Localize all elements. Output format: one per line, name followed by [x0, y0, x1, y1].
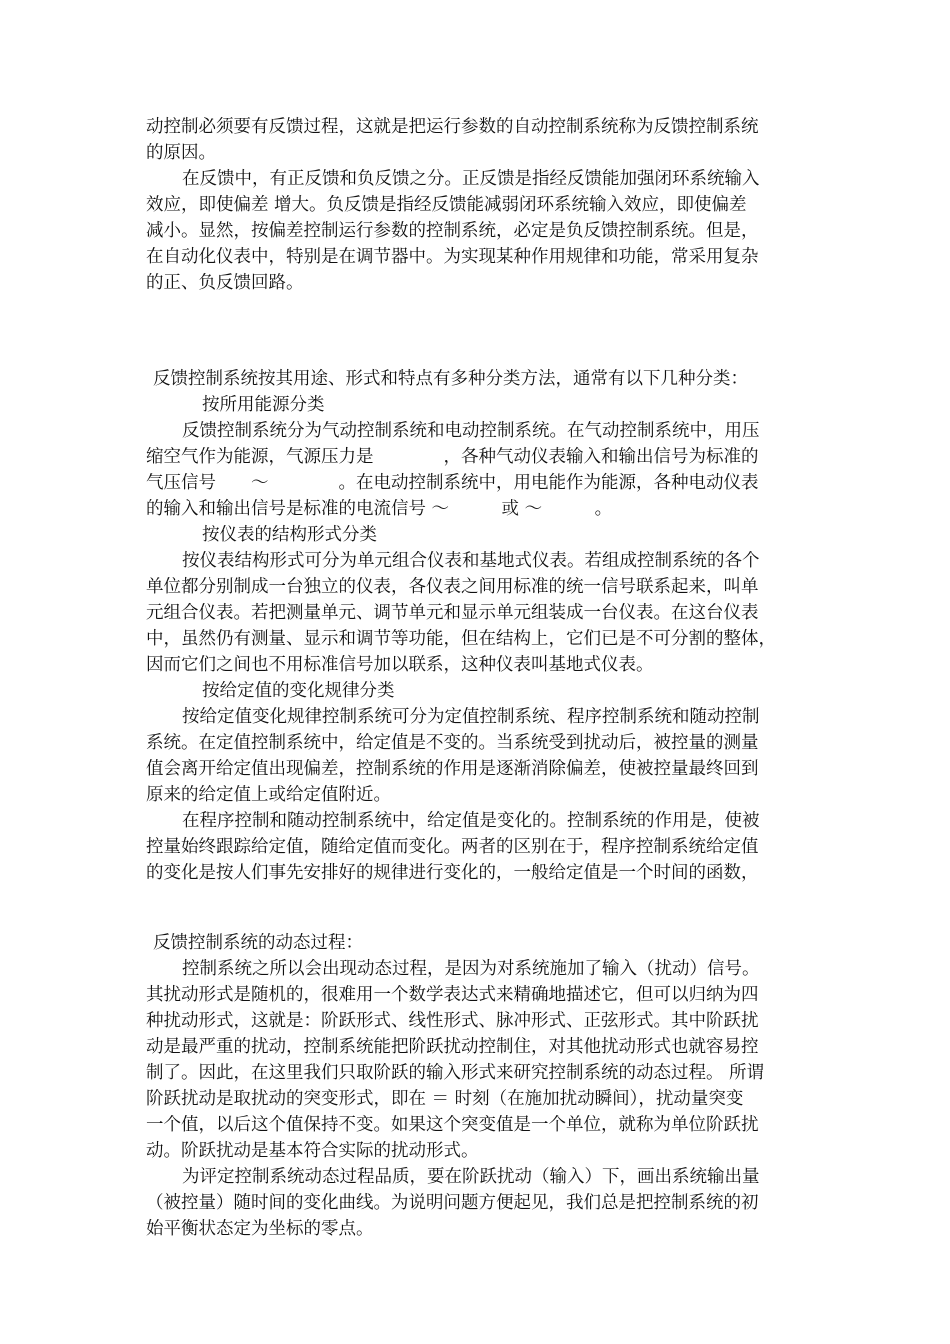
paragraph-line: 气压信号 ～ 。在电动控制系统中，用电能作为能源，各种电动仪表: [146, 473, 759, 493]
paragraph-line: 在程序控制和随动控制系统中，给定值是变化的。控制系统的作用是，使被: [182, 811, 760, 831]
paragraph-line: 控量始终跟踪给定值，随给定值而变化。两者的区别在于，程序控制系统给定值: [146, 837, 759, 857]
paragraph-line: 按仪表结构形式可分为单元组合仪表和基地式仪表。若组成控制系统的各个: [182, 551, 760, 571]
paragraph-line: 其扰动形式是随机的，很难用一个数学表达式来精确地描述它，但可以归纳为四: [146, 985, 759, 1005]
subheading-energy: 按所用能源分类: [202, 395, 325, 415]
subheading-setpoint: 按给定值的变化规律分类: [202, 681, 395, 701]
section-heading-dynamic: 反馈控制系统的动态过程：: [153, 933, 363, 953]
paragraph-line: 元组合仪表。若把测量单元、调节单元和显示单元组装成一台仪表。在这台仪表: [146, 603, 759, 623]
paragraph-line: 阶跃扰动是取扰动的突变形式，即在 ＝ 时刻（在施加扰动瞬间），扰动量突变: [146, 1089, 744, 1109]
paragraph-line: （被控量）随时间的变化曲线。为说明问题方便起见，我们总是把控制系统的初: [146, 1193, 759, 1213]
paragraph-line: 单位都分别制成一台独立的仪表，各仪表之间用标准的统一信号联系起来，叫单: [146, 577, 759, 597]
paragraph-line: 减小。显然，按偏差控制运行参数的控制系统，必定是负反馈控制系统。但是，: [146, 221, 759, 241]
paragraph-line: 在反馈中，有正反馈和负反馈之分。正反馈是指经反馈能加强闭环系统输入: [182, 169, 760, 189]
paragraph-line: 按给定值变化规律控制系统可分为定值控制系统、程序控制系统和随动控制: [182, 707, 760, 727]
paragraph-line: 动是最严重的扰动，控制系统能把阶跃扰动控制住，对其他扰动形式也就容易控: [146, 1037, 759, 1057]
paragraph-line: 动控制必须要有反馈过程，这就是把运行参数的自动控制系统称为反馈控制系统: [146, 117, 759, 137]
paragraph-line: 效应，即使偏差 增大。负反馈是指经反馈能减弱闭环系统输入效应，即使偏差: [146, 195, 747, 215]
paragraph-line: 中，虽然仍有测量、显示和调节等功能，但在结构上，它们已是不可分割的整体，: [146, 629, 776, 649]
section-heading-classification: 反馈控制系统按其用途、形式和特点有多种分类方法，通常有以下几种分类：: [153, 369, 748, 389]
paragraph-line: 因而它们之间也不用标准信号加以联系，这种仪表叫基地式仪表。: [146, 655, 654, 675]
paragraph-line: 系统。在定值控制系统中，给定值是不变的。当系统受到扰动后，被控量的测量: [146, 733, 759, 753]
subheading-structure: 按仪表的结构形式分类: [202, 525, 377, 545]
paragraph-line: 一个值，以后这个值保持不变。如果这个突变值是一个单位，就称为单位阶跃扰: [146, 1115, 759, 1135]
paragraph-line: 在自动化仪表中，特别是在调节器中。为实现某种作用规律和功能，常采用复杂: [146, 247, 759, 267]
paragraph-line: 控制系统之所以会出现动态过程，是因为对系统施加了输入（扰动）信号。: [182, 959, 760, 979]
paragraph-line: 始平衡状态定为坐标的零点。: [146, 1219, 374, 1239]
paragraph-line: 反馈控制系统分为气动控制系统和电动控制系统。在气动控制系统中，用压: [182, 421, 760, 441]
paragraph-line: 为评定控制系统动态过程品质，要在阶跃扰动（输入）下，画出系统输出量: [182, 1167, 760, 1187]
paragraph-line: 制了。因此，在这里我们只取阶跃的输入形式来研究控制系统的动态过程。 所谓: [146, 1063, 765, 1083]
paragraph-line: 的变化是按人们事先安排好的规律进行变化的，一般给定值是一个时间的函数，: [146, 863, 759, 883]
paragraph-line: 动。阶跃扰动是基本符合实际的扰动形式。: [146, 1141, 479, 1161]
paragraph-line: 的输入和输出信号是标准的电流信号 ～ 或 ～ 。: [146, 499, 613, 519]
paragraph-line: 原来的给定值上或给定值附近。: [146, 785, 391, 805]
paragraph-line: 缩空气作为能源，气源压力是 ，各种气动仪表输入和输出信号为标准的: [146, 447, 759, 467]
paragraph-line: 的正、负反馈回路。: [146, 273, 304, 293]
paragraph-line: 种扰动形式，这就是：阶跃形式、线性形式、脉冲形式、正弦形式。其中阶跃扰: [146, 1011, 759, 1031]
paragraph-line: 值会离开给定值出现偏差，控制系统的作用是逐渐消除偏差，使被控量最终回到: [146, 759, 759, 779]
paragraph-line: 的原因。: [146, 143, 216, 163]
